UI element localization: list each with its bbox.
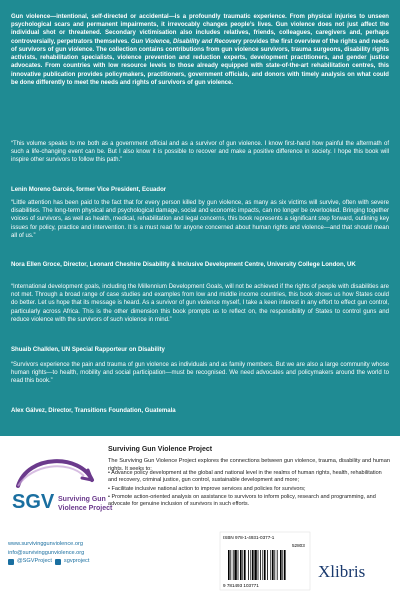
publisher-logo: Xlibris xyxy=(318,562,366,581)
email-link[interactable]: info@survivinggunviolence.org xyxy=(8,549,85,556)
logo-name-line2: Violence Project xyxy=(58,505,113,512)
isbn-text: ISBN 978-1-4931-0377-1 xyxy=(223,535,275,540)
facebook-handle[interactable]: sgvproject xyxy=(63,558,90,565)
book-title: Gun Violence, Disability and Recovery xyxy=(130,38,242,45)
barcode-number: 9 781493 103771 xyxy=(223,583,259,588)
sgv-logo xyxy=(8,446,113,526)
endorsement-quote: “International development goals, including the Millennium Development Goals, will not be achieved if the rights of people with disabilities are not met. Through a broad range of case studies and examples from low and middle income countries, this book shows us how States could do better. Let us hope that its message is heard. As a survivor of gun violence myself, I take a keen interest in any effort to effect gun control, particularly across Africa. This is the other dimension this book prompts us to reflect on, the responsibility of States to control guns and reduce violence with the survivors of such violence in mind.” xyxy=(11,284,389,323)
barcode-bars xyxy=(228,550,286,580)
blurb-intro: Gun violence—intentional, self-directed or accidental—is a profoundly traumatic experience. From physical injuries to unseen psychological scars and permanent impairments, it irrevocably changes people’s lives. Gun violence does not just affect the individual shot or threatened. Secondary victimisation also includes relatives, friends, colleagues, caregivers and, perhaps controversially, perpetrators themselves. xyxy=(11,14,389,45)
bottom-panel xyxy=(0,436,400,600)
project-intro: The Surviving Gun Violence Project explores the connections between gun violence, trauma, disability and human rights. It seeks to: xyxy=(108,458,390,472)
goal-item: • Advance policy development at the global and national level in the realms of human rights, health, rehabilitation and recovery, criminal justice, gun control, sustainable development and more; xyxy=(108,470,382,484)
project-title: Surviving Gun Violence Project xyxy=(108,446,213,453)
twitter-icon xyxy=(8,559,14,565)
endorsement-quote: “This volume speaks to me both as a government official and as a survivor of gun violence. I know first-hand how painful the aftermath of such a life-changing event can be. But I also know it is possible to recover and make a positive difference in society. I hope this book will inspire other survivors to follow this path.” xyxy=(11,141,389,164)
endorsement-quote: “Survivors experience the pain and trauma of gun violence as individuals and as family members. But we are also a large community whose human rights—to health, mobility and social participation—must be recognised. We need advocates and policymakers around the world to read this book.” xyxy=(11,362,389,385)
social-links xyxy=(8,557,89,566)
project-goals xyxy=(108,470,390,510)
isbn-barcode xyxy=(220,532,310,590)
goal-item: • Facilitate inclusive national action to improve services and policies for survivors; xyxy=(108,485,306,492)
website-link[interactable]: www.survivinggunviolence.org xyxy=(8,541,83,547)
endorsement-author: Nora Ellen Groce, Director, Leonard Cheshire Disability & Inclusive Development Centre, University College London, UK xyxy=(11,262,356,268)
endorsement-author: Alex Gálvez, Director, Transitions Foundation, Guatemala xyxy=(11,408,176,414)
endorsement-author: Shuaib Chalklen, UN Special Rapporteur on Disability xyxy=(11,347,165,353)
endorsement-author: Lenin Moreno Garcés, former Vice President, Ecuador xyxy=(11,187,167,193)
price-code: 52803 xyxy=(292,543,305,548)
goal-item: • Promote action-oriented analysis on assistance to survivors to inform policy, research and programming, and advocate for genuine inclusion of survivors in such efforts. xyxy=(108,493,376,508)
endorsement-quote: “Little attention has been paid to the fact that for every person killed by gun violence, as many as six victims will survive, often with severe disabilities. The long-term physical and psychological damage, social and economic impacts, can no longer be overlooked. Bringing together voices of survivors, as well as health, medical, rehabilitation and legal concerns, this book represents a significant step forward, outlining key issues for policy, practice and intervention. It is a must read for anyone concerned about human rights and violence—and that should mean all of us.” xyxy=(11,200,389,239)
contact-links xyxy=(8,540,89,566)
logo-name-line1: Surviving Gun xyxy=(58,496,106,503)
facebook-icon xyxy=(55,559,61,565)
blurb-body: provides the first overview of the rights and needs of survivors of gun violence. The collection contains contributions from gun violence survivors, trauma surgeons, disability rights activists, rehabilitation specialists, violence prevention and reduction experts, development practitioners, and gender justice advocates. From countries with low resource levels to those already equipped with state-of-the-art rehabilitation centres, this innovative publication provides policymakers, practitioners, government officials, and donors with timely analysis on what could be done differently to meet the needs and rights of survivors of gun violence. xyxy=(11,38,390,86)
twitter-handle[interactable]: @SGVProject xyxy=(17,558,52,565)
logo-acronym: SGV xyxy=(12,491,55,513)
cover-blurb xyxy=(11,13,389,87)
